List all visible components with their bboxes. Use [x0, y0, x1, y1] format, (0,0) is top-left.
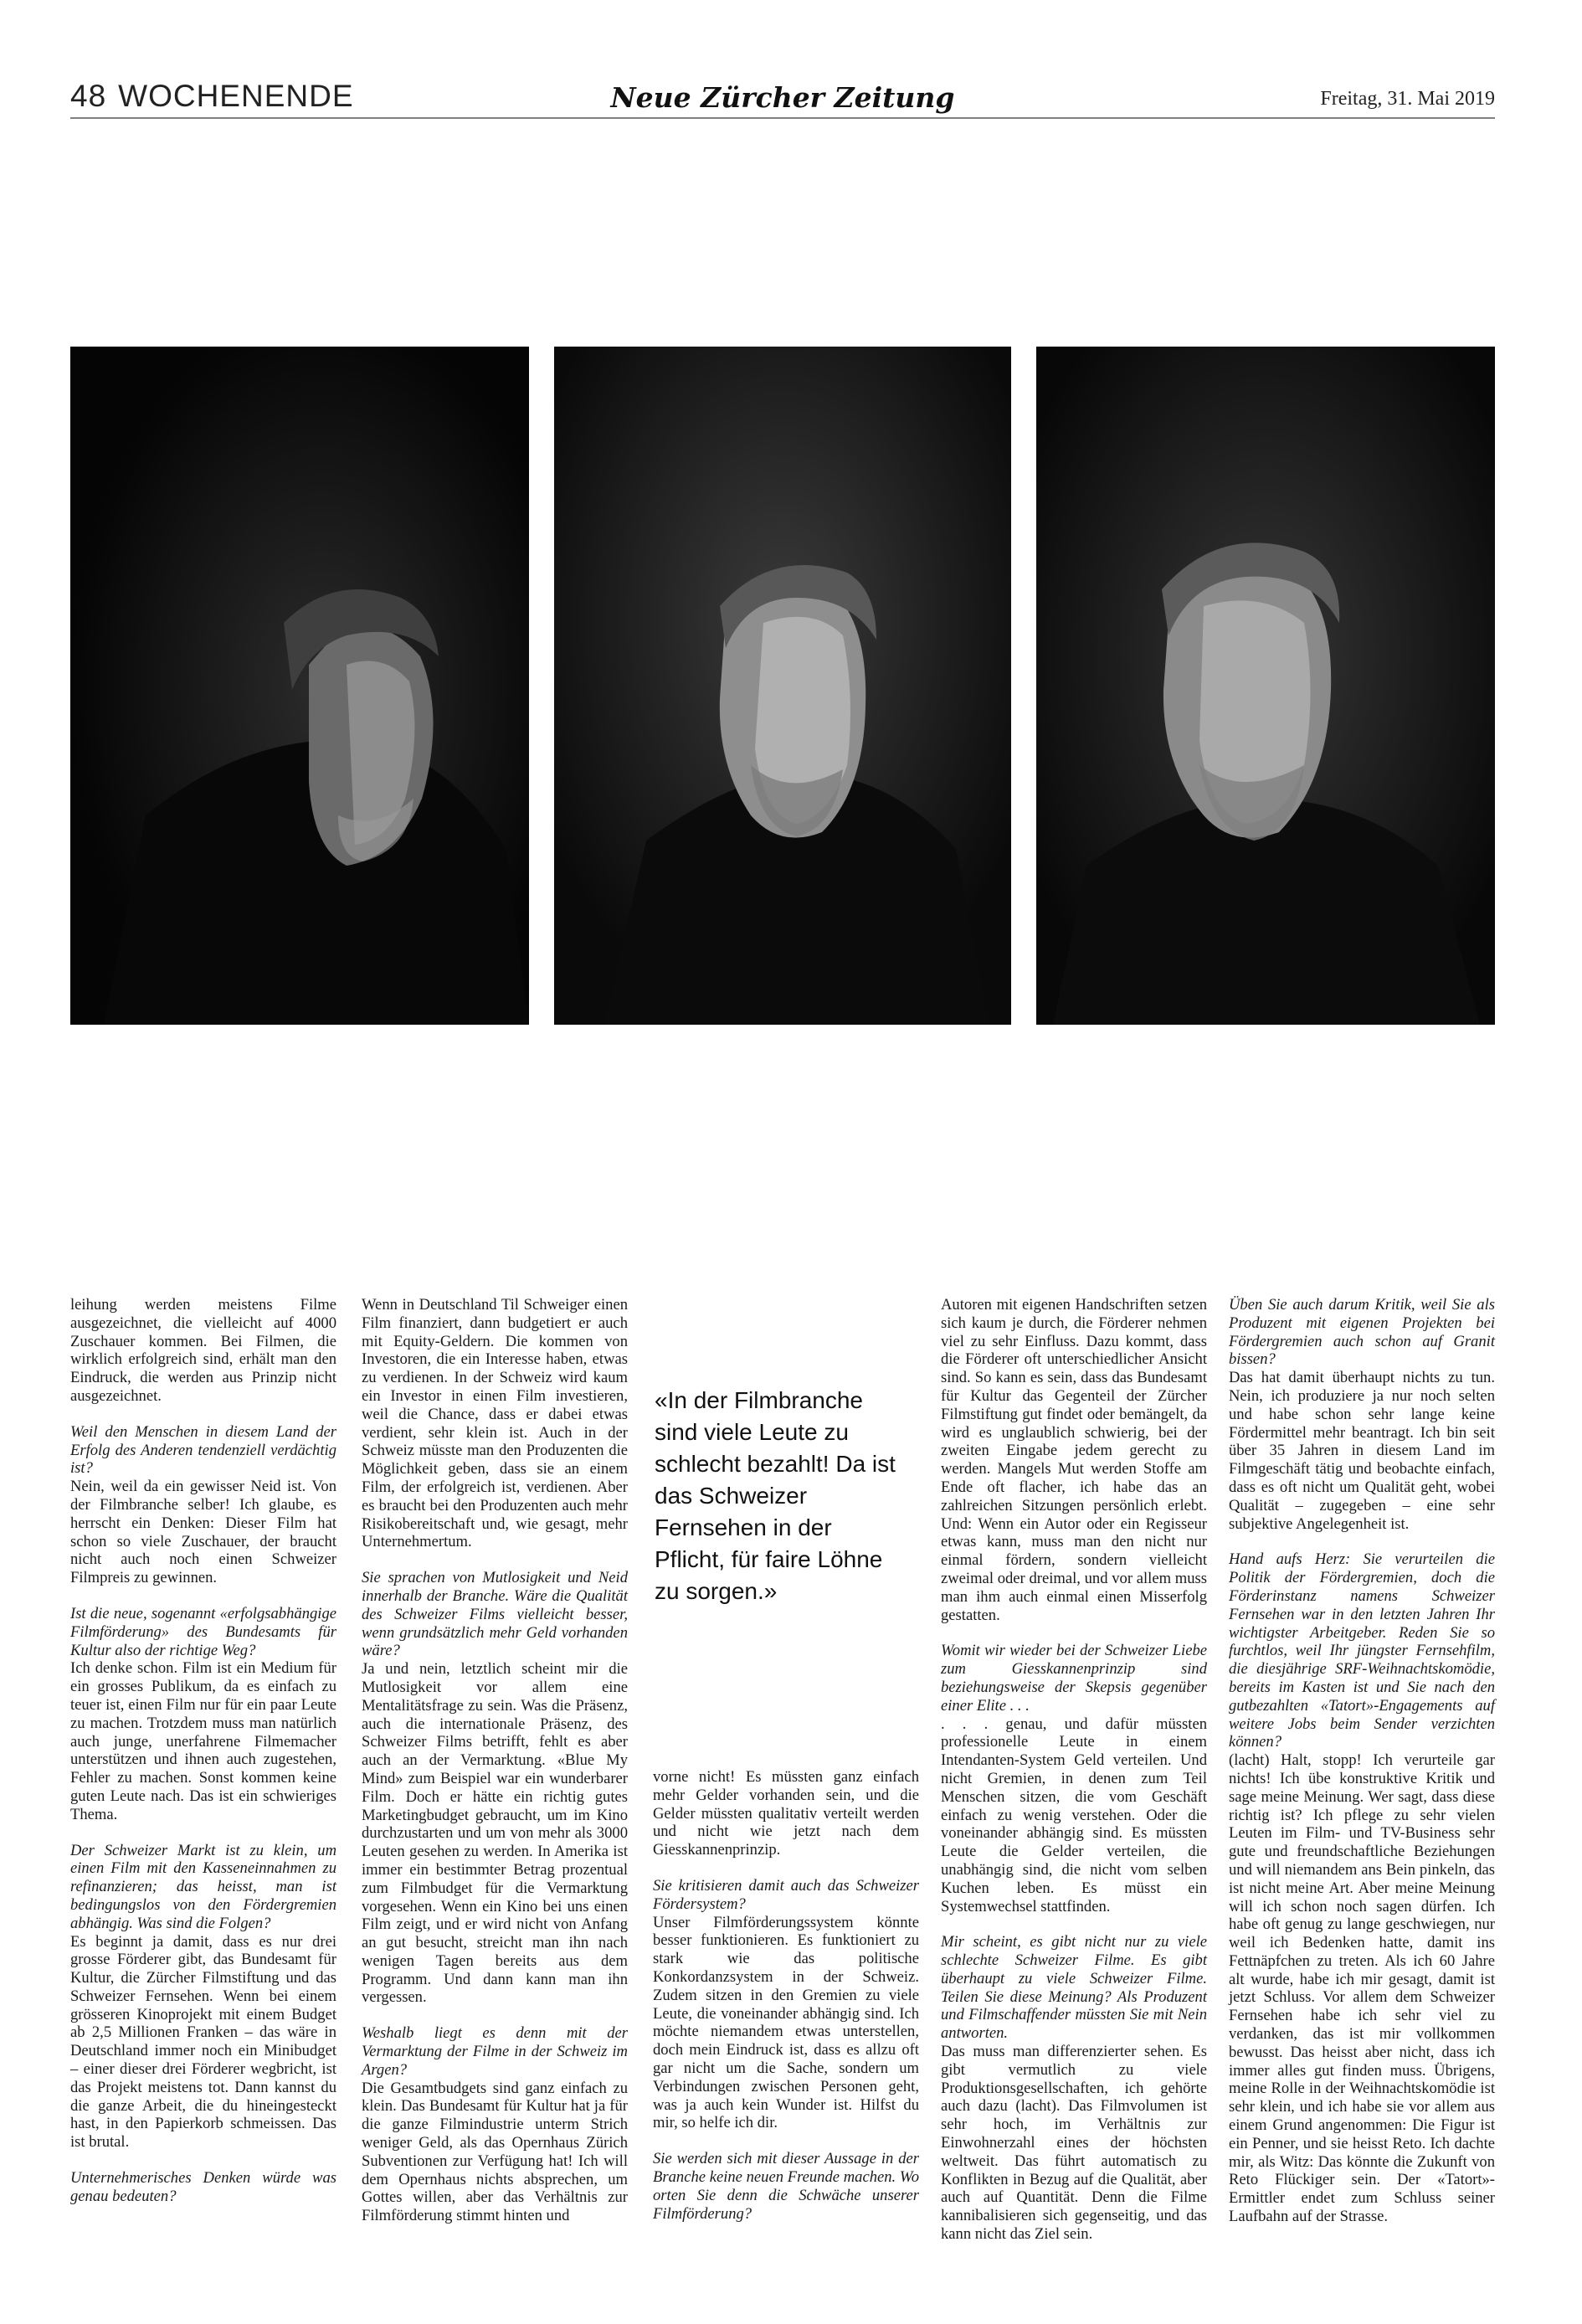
issue-date: Freitag, 31. Mai 2019 — [1320, 88, 1495, 110]
article-column-3 — [653, 1768, 919, 2223]
page-header — [70, 74, 1495, 119]
question-paragraph: Sie sprachen von Mutlosigkeit und Neid innerhalb der Branche. Wäre die Qualität des Schweizer Films vielleicht besser, wenn grundsätzlich mehr Geld vorhanden wäre? — [362, 1569, 628, 1660]
page-section-label — [70, 79, 354, 114]
answer-paragraph: . . . genau, und dafür müssten professionelle Leute in einem Intendanten-System Geld verteilen. Und nicht Gremien, in denen zum Teil Menschen sitzen, die vom Geschäft einfach zu wenig verstehen. Oder die voneinander abhängig sind. Es müssten Leute die Gelder verteilen, die unabhängig sind, die nicht vom selben Kuchen leben. Es müsst ein Systemwechsel stattfinden. — [941, 1715, 1207, 1915]
question-paragraph: Ist die neue, sogenannt «erfolgsabhängige Filmförderung» des Bundesamts für Kultur also der richtige Weg? — [70, 1604, 336, 1659]
answer-paragraph: leihung werden meistens Filme ausgezeichnet, die vielleicht auf 4000 Zuschauer kommen. Bei Filmen, die wirklich erfolgreich sind, erhält man den Eindruck, die werden aus Prinzip nicht ausgezeichnet. — [70, 1296, 336, 1405]
answer-paragraph: Das hat damit überhaupt nichts zu tun. Nein, ich produziere ja nur noch selten und habe schon sehr lange keine Fördermittel mehr beantragt. Ich bin seit über 35 Jahren in diesem Land im Filmgeschäft tätig und beobachte einfach, dass es oft nicht um Qualität geht, wobei Qualität – zugegeben – eine sehr subjektive Angelegenheit ist. — [1229, 1369, 1495, 1533]
answer-paragraph: vorne nicht! Es müssten ganz einfach mehr Gelder vorhanden sein, und die Gelder müssten qualitativ verteilt werden und nicht wie jetzt nach dem Giesskannenprinzip. — [653, 1768, 919, 1859]
answer-paragraph: Autoren mit eigenen Handschriften setzen sich kaum je durch, die Förderer nehmen viel zu sehr Einfluss. Dazu kommt, dass die Förderer oft unterschiedlicher Ansicht sind. So kann es sein, dass das Bundesamt für Kultur das Gegenteil der Zürcher Filmstiftung gut findet oder bemängelt, da wird es unglaublich schwierig, bei der zweiten Eingabe jedem gerecht zu werden. Mangels Mut werden Stoffe am Ende oft flacher, ich habe das an zahlreichen Sitzungen persönlich erlebt. Und: Wenn ein Autor oder ein Regisseur etwas kann, muss man den nicht nur einmal fördern, sondern vielleicht zweimal oder dreimal, und vor allem muss man ihm auch einmal einen Misserfolg gestatten. — [941, 1296, 1207, 1624]
question-paragraph: Unternehmerisches Denken würde was genau bedeuten? — [70, 2169, 336, 2205]
portrait-photo-3 — [1036, 347, 1495, 1025]
answer-paragraph: Unser Filmförderungssystem könnte besser funktionieren. Es funktioniert zu stark wie das politische Konkordanzsystem in der Schweiz. Zudem sitzen in den Gremien zu viele Leute, die voneinander abhängig sind. Ich möchte niemandem etwas unterstellen, doch mein Eindruck ist, dass es allzu oft gar nicht um die Sache, sondern um Verbindungen zwischen Personen geht, was ja auch kein Wunder ist. Hilfst du mir, so helfe ich dir. — [653, 1913, 919, 2132]
answer-paragraph: Wenn in Deutschland Til Schweiger einen Film finanziert, dann budgetiert er auch mit Equity-Geldern. Die kommen von Investoren, die ein Interesse haben, etwas zu verdienen. In der Schweiz wird kaum ein Investor in einen Film investieren, weil die Chance, dass er dabei etwas verdient, sehr klein ist. Auch in der Schweiz müsste man den Produzenten die Möglichkeit geben, dass sie an einem Film, der erfolgreich ist, verdienen. Aber es braucht bei den Produzenten auch mehr Risikobereitschaft und, wie gesagt, mehr Unternehmertum. — [362, 1296, 628, 1551]
article-column-5 — [1229, 1296, 1495, 2226]
portrait-photo-1-image — [70, 347, 529, 1025]
answer-paragraph: Die Gesamtbudgets sind ganz einfach zu klein. Das Bundesamt für Kultur hat ja für die ganze Filmindustrie unterm Strich weniger Geld, als das Opernhaus Zürich Subventionen zur Verfügung hat! Ich will dem Opernhaus nichts absprechen, um Gottes willen, aber das Verhältnis zur Filmförderung stimmt hinten und — [362, 2079, 628, 2225]
answer-paragraph: (lacht) Halt, stopp! Ich verurteile gar nichts! Ich übe konstruktive Kritik und sage meine Meinung. Wer sagt, dass diese richtig ist? Ich pflege zu sehr vielen Leuten im Film- und TV-Business sehr gute und freundschaftliche Beziehungen und will niemandem ans Bein pinkeln, das ist nicht meine Art. Aber meine Meinung will ich schon noch sagen dürfen. Ich habe oft genug zu lange geschwiegen, nur weil ich Bedenken hatte, damit ins Fettnäpfchen zu treten. Als ich 60 Jahre alt wurde, habe ich mir gesagt, damit ist jetzt Schluss. Vor allem dem Schweizer Fernsehen habe ich sehr viel zu verdanken, das ist mir vollkommen bewusst. Das heisst aber nicht, dass ich immer alles gut finden muss. Übrigens, meine Rolle in der Weihnachtskomödie ist sehr klein, und ich habe sie vor allem aus einem Grund angenommen: Die Figur ist ein Penner, und sie heisst Reto. Ich dachte mir, als Witz: Das könnte die Zukunft von Reto Flückiger sein. Der «Tatort»-Ermittler endet zum Schluss seiner Laufbahn auf der Strasse. — [1229, 1751, 1495, 2226]
newspaper-logo: Neue Zürcher Zeitung — [610, 81, 955, 114]
portrait-photo-2-image — [554, 347, 1011, 1025]
portrait-photo-1 — [70, 347, 529, 1025]
question-paragraph: Sie kritisieren damit auch das Schweizer Fördersystem? — [653, 1876, 919, 1913]
question-paragraph: Üben Sie auch darum Kritik, weil Sie als Produzent mit eigenen Projekten bei Fördergremien auch schon auf Granit bissen? — [1229, 1296, 1495, 1369]
question-paragraph: Der Schweizer Markt ist zu klein, um einen Film mit den Kasseneinnahmen zu refinanzieren; das heisst, man ist bedingungslos von den Fördergremien abhängig. Was sind die Folgen? — [70, 1841, 336, 1932]
article-column-4 — [941, 1296, 1207, 2244]
answer-paragraph: Ja und nein, letztlich scheint mir die Mutlosigkeit vor allem eine Mentalitätsfrage zu sein. Was die Präsenz, auch die internationale Präsenz, des Schweizer Films betrifft, fehlt es aber auch an der Vermarktung. «Blue My Mind» zum Beispiel war ein wunderbarer Film. Doch er hätte ein richtig gutes Marketingbudget gebraucht, um im Kino durchzustarten und um von mehr als 3000 Leuten gesehen zu werden. In Amerika ist immer ein bestimmter Betrag prozentual zum Filmbudget für die Vermarktung vorgesehen. Wenn ein Kino bei uns einen Film zeigt, und er wird nicht von Anfang an gut besucht, streicht man ihn nach wenigen Tagen bereits aus dem Programm. Und dann kann man ihn vergessen. — [362, 1660, 628, 2007]
answer-paragraph: Das muss man differenzierter sehen. Es gibt vermutlich zu viele Produktionsgesellschaften, ich gehörte auch dazu (lacht). Das Filmvolumen ist sehr hoch, im Verhältnis zur Einwohnerzahl eines der höchsten weltweit. Das führt automatisch zu Konflikten in Bezug auf die Qualität, aber auch auf Quantität. Denn die Filme kannibalisieren sich gegenseitig, und das kann nicht das Ziel sein. — [941, 2043, 1207, 2244]
pull-quote: «In der Filmbranche sind viele Leute zu schlecht bezahlt! Da ist das Schweizer Fernsehen in der Pflicht, für faire Löhne zu sorgen.» — [655, 1387, 896, 1604]
answer-paragraph: Nein, weil da ein gewisser Neid ist. Von der Filmbranche selber! Ich glaube, es herrscht ein Denken: Dieser Film hat schon so viele Zuschauer, der braucht nicht auch noch einen Schweizer Filmpreis zu gewinnen. — [70, 1478, 336, 1587]
question-paragraph: Weil den Menschen in diesem Land der Erfolg des Anderen tendenziell verdächtig ist? — [70, 1422, 336, 1478]
portrait-photo-3-image — [1036, 347, 1495, 1025]
article-column-1 — [70, 1296, 336, 2206]
question-paragraph: Mir scheint, es gibt nicht nur zu viele schlechte Schweizer Filme. Es gibt überhaupt zu viele Schweizer Filme. Teilen Sie diese Meinung? Als Produzent und Filmschaffender müssten Sie mit Nein antworten. — [941, 1933, 1207, 2043]
question-paragraph: Womit wir wieder bei der Schweizer Liebe zum Giesskannenprinzip sind beziehungsweise der Skepsis gegenüber einer Elite . . . — [941, 1642, 1207, 1715]
answer-paragraph: Es beginnt ja damit, dass es nur drei grosse Förderer gibt, das Bundesamt für Kultur, die Zürcher Filmstiftung und das Schweizer Fernsehen. Wenn bei einem grösseren Kinoprojekt mit einem Budget ab 2,5 Millionen Franken – das wäre in Deutschland immer noch ein Minibudget – einer dieser drei Förderer wegbricht, ist das Projekt meistens tot. Dann kannst du die ganze Arbeit, die du hineingesteckt hast, in den Papierkorb schmeissen. Das ist brutal. — [70, 1932, 336, 2152]
question-paragraph: Hand aufs Herz: Sie verurteilen die Politik der Fördergremien, doch die Förderinstanz namens Schweizer Fernsehen war in den letzten Jahren Ihr wichtigster Arbeitgeber. Reden Sie so furchtlos, weil Ihr jüngster Fernsehfilm, die diesjährige SRF-Weihnachtskomödie, bereits im Kasten ist und Sie nach den gutbezahlten «Tatort»-Engagements auf weitere Jobs beim Sender verzichten können? — [1229, 1550, 1495, 1751]
question-paragraph: Weshalb liegt es denn mit der Vermarktung der Filme in der Schweiz im Argen? — [362, 2024, 628, 2079]
section-name: WOCHENENDE — [118, 79, 354, 113]
article-column-2 — [362, 1296, 628, 2225]
answer-paragraph: Ich denke schon. Film ist ein Medium für ein grosses Publikum, da es einfach zu teuer ist, einen Film nur für ein paar Leute zu machen. Trotzdem muss man natürlich auch junge, unerfahrene Filmemacher unterstützen und ihnen auch zugestehen, Fehler zu machen. Sonst kommen keine guten Leute nach. Das ist ein schwieriges Thema. — [70, 1659, 336, 1823]
portrait-photo-2 — [554, 347, 1011, 1025]
page-number: 48 — [70, 79, 107, 113]
question-paragraph: Sie werden sich mit dieser Aussage in der Branche keine neuen Freunde machen. Wo orten Sie denn die Schwäche unserer Filmförderung? — [653, 2150, 919, 2223]
